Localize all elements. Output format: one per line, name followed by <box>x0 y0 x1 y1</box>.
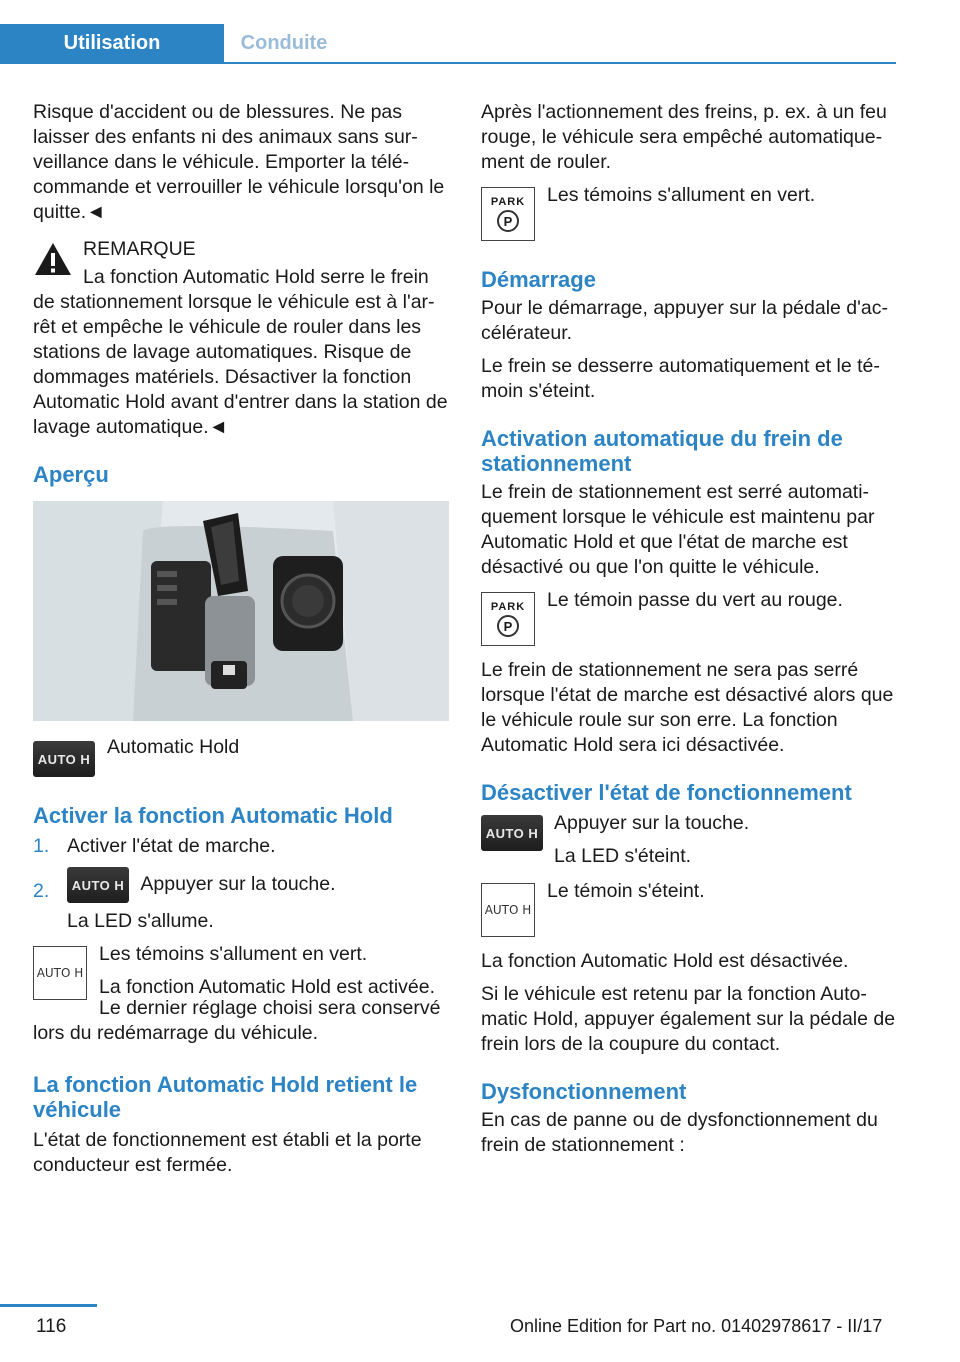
footer-accent-bar <box>0 1304 97 1307</box>
park-brake-icon: PARK P <box>481 187 535 241</box>
non-serre-text: Le frein de stationnement ne sera pas serré lorsque l'état de marche est désactivé alors que le véhicule roule sur son erre. La fonction Automatic Hold sera ici désactivée. <box>481 659 894 756</box>
step-number: 1. <box>33 835 50 857</box>
heading-activer: Activer la fonction Automatic Hold <box>33 803 393 828</box>
autohold-caption: Automatic Hold <box>107 736 240 758</box>
desactiver-row <box>481 811 901 873</box>
step-text: Activer l'état de marche. <box>67 835 276 857</box>
demarrage-text-1: Pour le démarrage, appuyer sur la pédale d'ac-célérateur. <box>481 297 888 344</box>
auto-h-button-icon: AUTO H <box>481 815 543 851</box>
step-text: Appuyer sur la touche. <box>140 873 336 896</box>
temoins-vert-text: Les témoins s'allument en vert. <box>99 943 368 965</box>
list-item <box>33 867 449 934</box>
appuyer-text: Appuyer sur la touche. <box>554 812 750 834</box>
tab-utilisation[interactable]: Utilisation <box>0 24 224 62</box>
note-text: La fonction Automatic Hold serre le frein de stationnement lorsque le véhicule est à l'ar-rêt et empêche le véhicule de rouler dans les stations de lavage automatiques. Risque de dommages matériels. Désactiver la fonction Automatic Hold avant d'entrer dans la station de lavage automatique.◄ <box>33 266 448 438</box>
right-column <box>481 100 901 1166</box>
activation-steps <box>33 834 449 934</box>
indicator-off-row <box>481 879 901 949</box>
auto-h-indicator-icon: AUTO H <box>481 883 535 937</box>
warning-paragraph: Risque d'accident ou de blessures. Ne pas laisser des enfants ni des animaux sans sur-veillance dans le véhicule. Emporter la télé-commande et verrouiller le véhicule lorsqu'on le quitte.◄ <box>33 101 445 223</box>
demarrage-text-2: Le frein se desserre automatiquement et le té-moin s'éteint. <box>481 355 880 402</box>
list-item <box>33 834 449 859</box>
indicator-on-row <box>33 942 449 1004</box>
temoin-eteint-text: Le témoin s'éteint. <box>547 880 705 902</box>
freins-paragraph: Après l'actionnement des freins, p. ex. à un feu rouge, le véhicule sera empêché automatique-ment de rouler. <box>481 101 887 173</box>
left-column <box>33 100 449 1186</box>
page-header <box>0 24 896 64</box>
led-on-text: La LED s'allume. <box>67 910 214 932</box>
note-label: REMARQUE <box>83 238 196 260</box>
heading-dysfonctionnement: Dysfonctionnement <box>481 1079 687 1104</box>
park-green-row <box>481 183 901 253</box>
auto-h-button-icon: AUTO H <box>33 741 95 777</box>
warning-triangle-icon <box>33 241 73 277</box>
temoins-vert-text: Les témoins s'allument en vert. <box>547 184 816 206</box>
heading-retient: La fonction Automatic Hold retient le véhicule <box>33 1072 418 1122</box>
park-brake-icon: PARK P <box>481 592 535 646</box>
retient-text: L'état de fonctionnement est établi et la porte conducteur est fermée. <box>33 1129 422 1176</box>
heading-apercu: Aperçu <box>33 462 109 487</box>
auto-h-button-icon: AUTO H <box>67 867 129 903</box>
fonction-activee-text: La fonction Automatic Hold est activée. <box>99 976 436 998</box>
console-photo <box>33 501 449 721</box>
step-number: 2. <box>33 880 50 902</box>
heading-activation: Activation automatique du frein de stationnement <box>481 426 843 476</box>
dysfonctionnement-text: En cas de panne ou de dysfonctionnement du frein de stationnement : <box>481 1109 878 1156</box>
led-off-text: La LED s'éteint. <box>554 845 692 867</box>
page-number: 116 <box>36 1316 67 1337</box>
heading-demarrage: Démarrage <box>481 267 596 292</box>
activation-text: Le frein de stationnement est serré automati-quement lorsque le véhicule est maintenu par Automatic Hold et que l'état de marche est désactivé ou que l'on quitte le véhicule. <box>481 481 875 578</box>
dernier-reglage-text: Le dernier réglage choisi sera conservé lors du redémarrage du véhicule. <box>33 997 441 1044</box>
heading-desactiver: Désactiver l'état de fonctionnement <box>481 780 852 805</box>
temoin-rouge-text: Le témoin passe du vert au rouge. <box>547 589 843 611</box>
park-red-row <box>481 588 901 658</box>
auto-h-indicator-icon: AUTO H <box>33 946 87 1000</box>
retenu-text: Si le véhicule est retenu par la fonction Auto-matic Hold, appuyer également sur la pédale de frein lors de la coupure du contact. <box>481 983 896 1055</box>
desactivee-text: La fonction Automatic Hold est désactivée. <box>481 950 849 972</box>
note-block <box>33 237 449 299</box>
tab-conduite[interactable]: Conduite <box>240 32 328 54</box>
edition-text: Online Edition for Part no. 01402978617 - II/17 <box>510 1316 883 1336</box>
autohold-caption-row <box>33 735 449 789</box>
